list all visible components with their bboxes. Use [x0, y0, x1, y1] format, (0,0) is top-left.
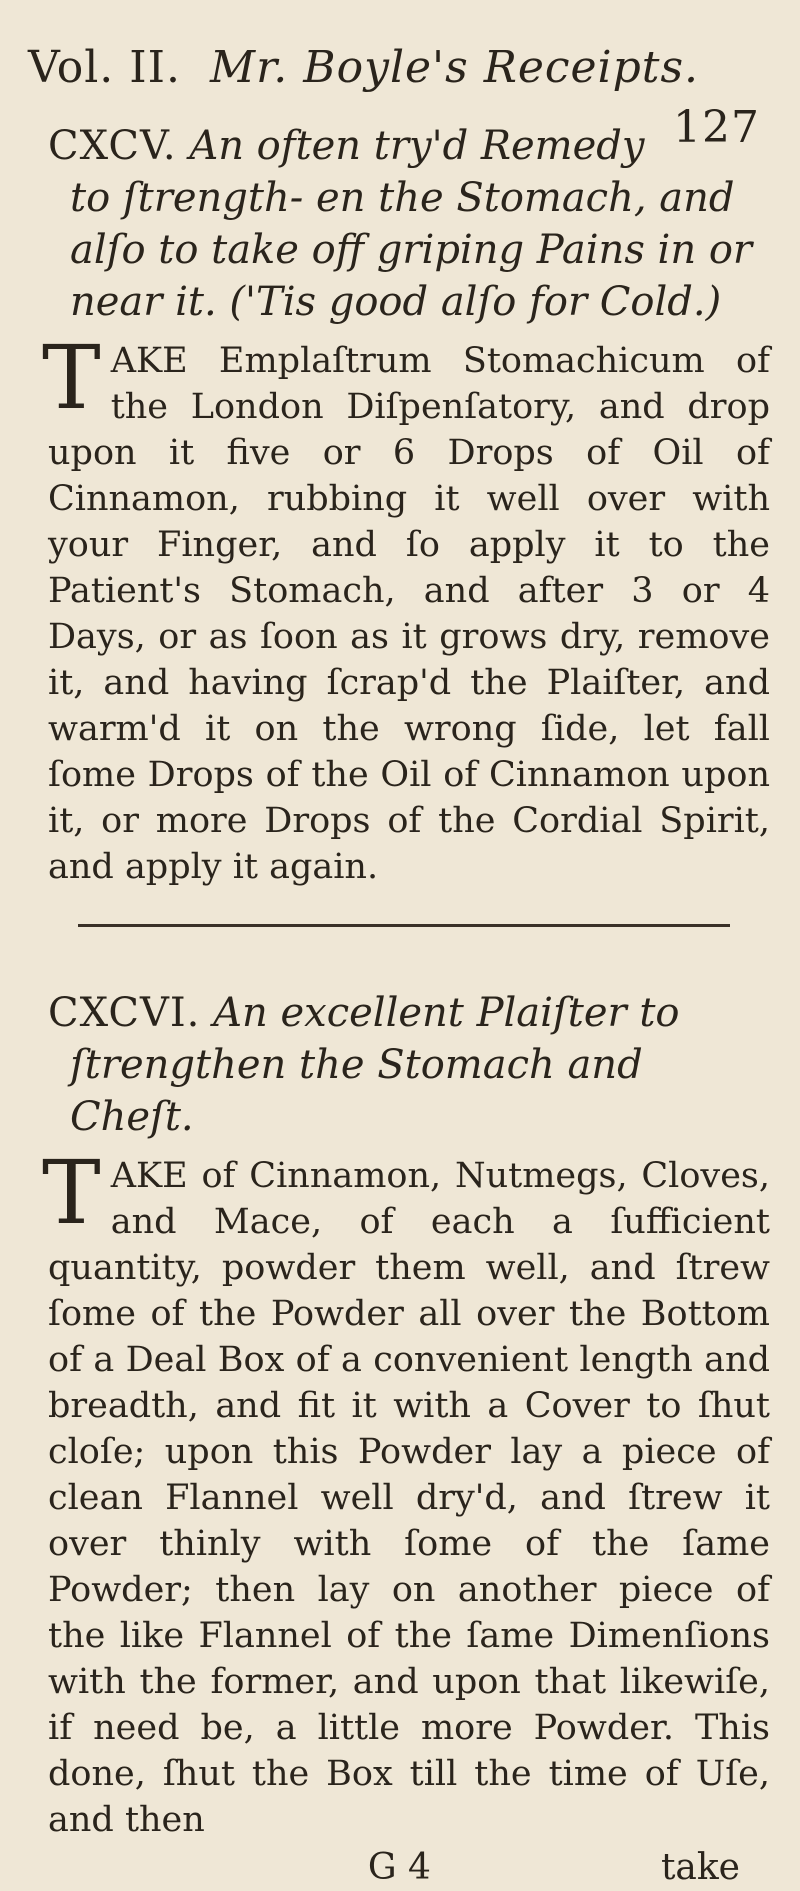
receipt-number: CXCV.	[48, 123, 177, 169]
book-title: Mr. Boyle's Receipts.	[210, 42, 700, 93]
receipt-cxcvi	[42, 987, 770, 1843]
receipt-number: CXCVI.	[48, 990, 201, 1036]
receipt-title: An excellent Plaiſter to ſtrengthen the Stomach and Cheſt.	[70, 990, 680, 1140]
receipt-body	[42, 326, 770, 890]
section-divider	[78, 924, 730, 927]
receipt-heading	[48, 120, 770, 328]
signature-mark: G 4	[367, 1847, 431, 1888]
drop-capital: T	[42, 1141, 101, 1244]
drop-capital: T	[42, 326, 101, 429]
receipt-cxcv	[42, 120, 770, 890]
catchword: take	[660, 1847, 740, 1888]
receipt-text: AKE Emplaſtrum Stomachicum of the London Diſpenſatory, and drop upon it five or 6 Drops of Oil of Cinnamon, rubbing it well over with your Finger, and ſo apply it to the Patient's Stomach, and after 3 or 4 Days, or as ſoon as it grows dry, remove it, and having ſcrap'd the Plaiſter, and warm'd it on the wrong ſide, let fall ſome Drops of the Oil of Cinnamon upon it, or more Drops of the Cordial Spirit, and apply it again.	[48, 341, 770, 887]
page-footer	[48, 1845, 770, 1891]
receipt-text: AKE of Cinnamon, Nutmegs, Cloves, and Mace, of each a ſufficient quantity, powder them well, and ſtrew ſome of the Powder all over the Bottom of a Deal Box of a convenient length and breadth, and fit it with a Cover to ſhut cloſe; upon this Powder lay a piece of clean Flannel well dry'd, and ſtrew it over thinly with ſome of the ſame Powder; then lay on another piece of the like Flannel of the ſame Dimenſions with the former, and upon that likewiſe, if need be, a little more Powder. This done, ſhut the Box till the time of Uſe, and then	[48, 1156, 770, 1840]
receipt-title: An often try'd Remedy to ſtrength- en the Stomach, and alſo to take off griping Pains in or near it. ('Tis good alſo for Cold.)	[70, 123, 753, 325]
page-number: 127	[673, 102, 760, 153]
volume-label: Vol. II.	[28, 42, 182, 93]
receipt-heading	[48, 987, 770, 1143]
receipt-body	[42, 1141, 770, 1843]
